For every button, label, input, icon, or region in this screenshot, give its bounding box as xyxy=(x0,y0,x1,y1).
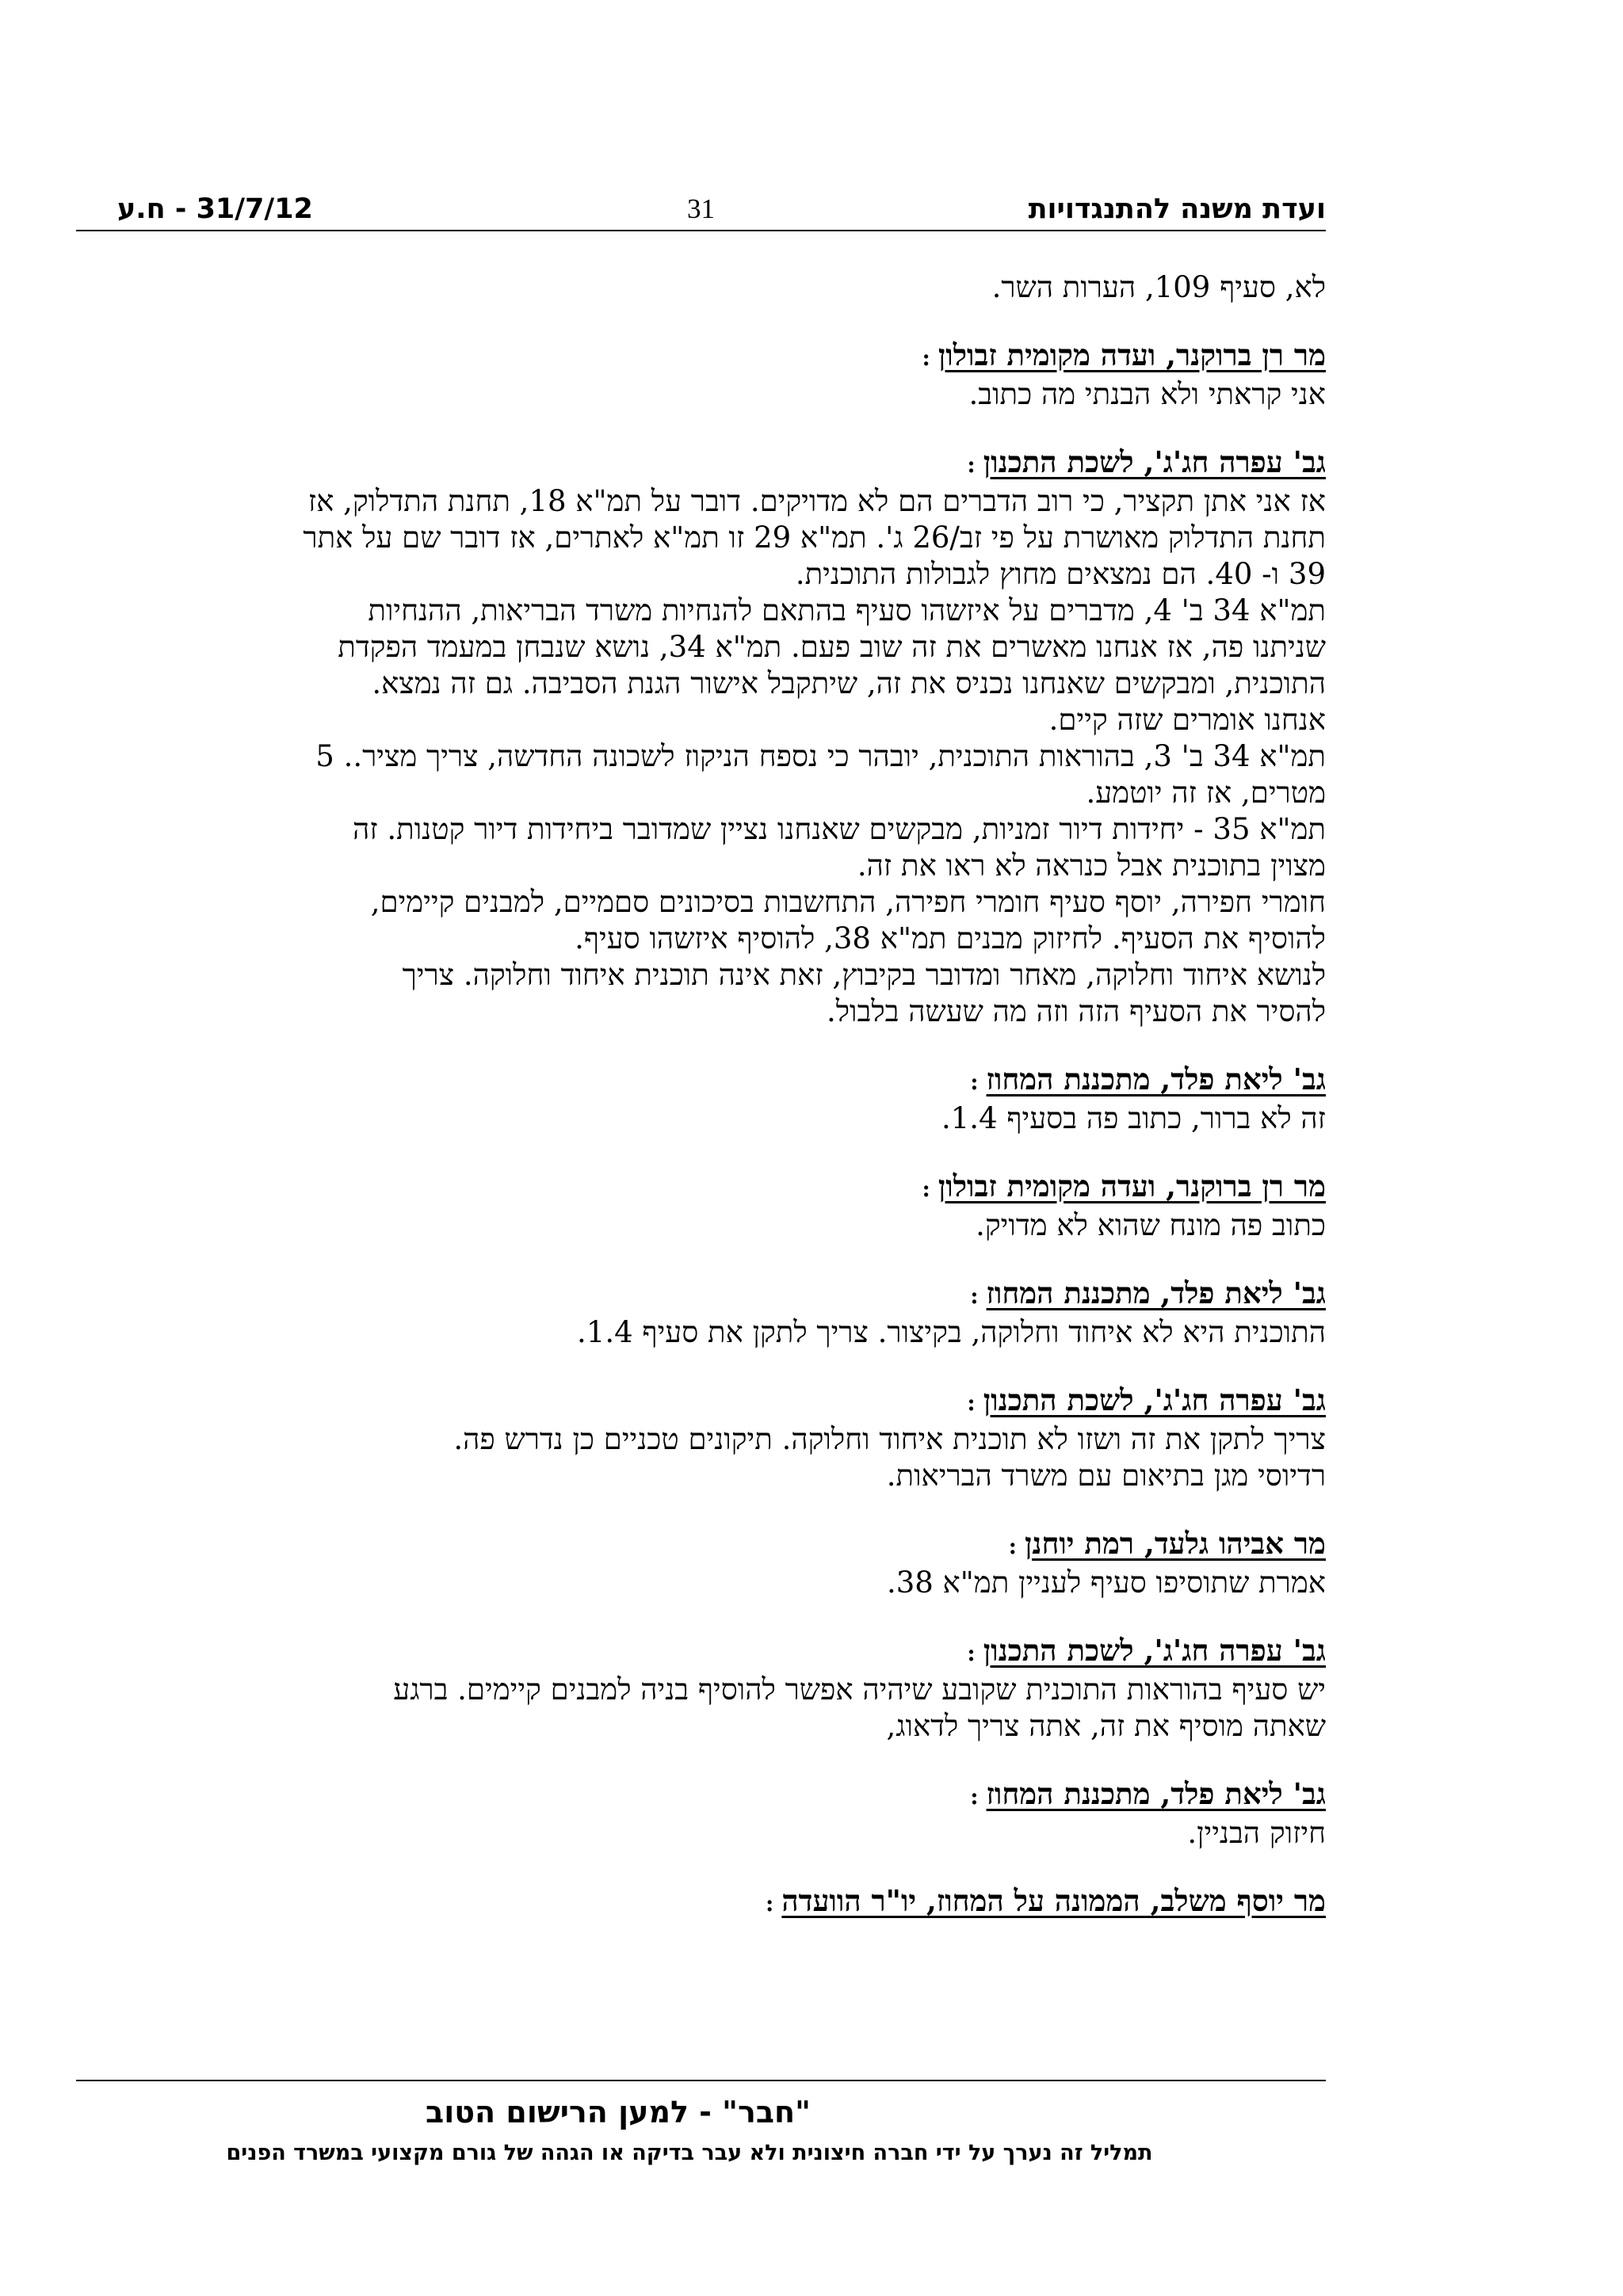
speaker-name: גב' עפרה חג'ג', לשכת התכנון xyxy=(983,444,1326,479)
committee-name: ועדת משנה להתנגדויות xyxy=(1028,193,1326,225)
transcript-block xyxy=(76,337,1326,413)
transcript-block xyxy=(76,269,1326,306)
speaker-colon: : xyxy=(1008,1533,1017,1559)
page-header xyxy=(76,190,1326,231)
speech-line: אז אני אתן תקציר, כי רוב הדברים הם לא מדויקים. דובר על תמ"א 18, תחנת התדלוק, אז xyxy=(307,484,1326,518)
speech-line: 39 ו- 40. הם נמצאים מחוץ לגבולות התוכנית. xyxy=(795,557,1326,591)
speaker-line xyxy=(76,1632,1326,1672)
speaker-line xyxy=(76,1382,1326,1421)
speaker-name: גב' ליאת פלד, מתכננת המחוז xyxy=(986,1776,1326,1811)
speaker-name: גב' ליאת פלד, מתכננת המחוז xyxy=(986,1062,1326,1097)
speech-line: אמרת שתוסיפו סעיף לעניין תמ"א 38. xyxy=(886,1566,1326,1600)
transcript-block xyxy=(76,1632,1326,1745)
speaker-line xyxy=(76,1061,1326,1100)
speaker-colon: : xyxy=(766,1890,774,1917)
transcript-block xyxy=(76,444,1326,1030)
speaker-line xyxy=(76,1525,1326,1565)
speech-line: מטרים, אז זה יוטמע. xyxy=(1086,776,1326,810)
transcript-block xyxy=(76,1275,1326,1351)
speaker-name: גב' עפרה חג'ג', לשכת התכנון xyxy=(983,1383,1326,1417)
footer-divider xyxy=(76,2080,1326,2081)
speech-line: שניתנו פה, אז אנחנו מאשרים את זה שוב פעם. תמ"א 34, נושא שנבחן במעמד הפקדת xyxy=(338,630,1326,664)
speaker-colon: : xyxy=(967,1640,976,1666)
speaker-name: גב' ליאת פלד, מתכננת המחוז xyxy=(986,1276,1326,1310)
transcript-block xyxy=(76,1061,1326,1137)
speech-line: חיזוק הבניין. xyxy=(1187,1816,1326,1850)
speaker-colon: : xyxy=(967,452,976,478)
transcript-block xyxy=(76,1882,1326,1922)
speech-line: מצוין בתוכנית אבל כנראה לא ראו את זה. xyxy=(857,849,1326,883)
speaker-line xyxy=(76,1275,1326,1314)
speaker-colon: : xyxy=(967,1390,976,1416)
speech-line: צריך לתקן את זה ושזו לא תוכנית איחוד וחלוקה. תיקונים טכניים כן נדרש פה. xyxy=(453,1422,1326,1456)
speaker-line xyxy=(76,1882,1326,1922)
speaker-name: מר רן ברוקנר, ועדה מקומית זבולון xyxy=(938,338,1326,372)
speaker-line xyxy=(76,337,1326,376)
speech-line: שאתה מוסיף את זה, אתה צריך לדאוג, xyxy=(886,1709,1326,1743)
speech-line: רדיוסי מגן בתיאום עם משרד הבריאות. xyxy=(886,1459,1326,1493)
speech-line: תמ"א 34 ב' 3, בהוראות התוכנית, יובהר כי נספח הניקוז לשכונה החדשה, צריך מציר.. 5 xyxy=(315,739,1326,773)
date-reference: 31/7/12 - ח.ע xyxy=(117,193,313,225)
speech-line: להוסיף את הסעיף. לחיזוק מבנים תמ"א 38, להוסיף איזשהו סעיף. xyxy=(575,921,1326,955)
transcript-block xyxy=(76,1775,1326,1852)
speech-line: התוכנית, ומבקשים שאנחנו נכניס את זה, שיתקבל אישור הגנת הסביבה. גם זה נמצא. xyxy=(372,666,1326,700)
footer-publisher: "חבר" - למען הרישום הטוב xyxy=(426,2095,811,2130)
speech-line: לא, סעיף 109, הערות השר. xyxy=(991,270,1326,304)
speaker-name: מר אביהו גלעד, רמת יוחנן xyxy=(1024,1526,1326,1561)
transcript-block xyxy=(76,1525,1326,1601)
transcript-body xyxy=(76,269,1326,1953)
speech-line: אני קראתי ולא הבנתי מה כתוב. xyxy=(968,377,1326,411)
transcript-block xyxy=(76,1382,1326,1494)
speaker-name: מר יוסף משלב, הממונה על המחוז, יו"ר הוועדה xyxy=(781,1883,1326,1918)
speech-line: כתוב פה מונח שהוא לא מדויק. xyxy=(976,1208,1326,1242)
speech-line: לנושא איחוד וחלוקה, מאחר ומדובר בקיבוץ, זאת אינה תוכנית איחוד וחלוקה. צריך xyxy=(402,958,1326,992)
speech-line: תמ"א 34 ב' 4, מדברים על איזשהו סעיף בהתאם להנחיות משרד הבריאות, ההנחיות xyxy=(368,593,1326,627)
footer-disclaimer: תמליל זה נערך על ידי חברה חיצונית ולא עבר בדיקה או הגהה של גורם מקצועי במשרד הפנים xyxy=(226,2141,1153,2165)
speaker-colon: : xyxy=(922,345,930,371)
speaker-name: מר רן ברוקנר, ועדה מקומית זבולון xyxy=(938,1169,1326,1203)
speaker-colon: : xyxy=(970,1069,979,1095)
speaker-name: גב' עפרה חג'ג', לשכת התכנון xyxy=(983,1633,1326,1668)
page-number: 31 xyxy=(687,193,715,224)
speech-line: אנחנו אומרים שזה קיים. xyxy=(1048,703,1326,737)
transcript-block xyxy=(76,1168,1326,1244)
speaker-line xyxy=(76,1775,1326,1815)
speaker-colon: : xyxy=(922,1176,930,1202)
speech-line: תמ"א 35 - יחידות דיור זמניות, מבקשים שאנחנו נציין שמדובר ביחידות דיור קטנות. זה xyxy=(353,812,1326,846)
speaker-line xyxy=(76,1168,1326,1207)
speech-line: התוכנית היא לא איחוד וחלוקה, בקיצור. צריך לתקן את סעיף 1.4. xyxy=(577,1315,1326,1349)
speech-line: יש סעיף בהוראות התוכנית שקובע שיהיה אפשר להוסיף בניה למבנים קיימים. ברגע xyxy=(393,1672,1326,1707)
speaker-line xyxy=(76,444,1326,483)
speaker-colon: : xyxy=(970,1283,979,1309)
speech-line: חומרי חפירה, יוסף סעיף חומרי חפירה, התחשבות בסיכונים סםמיים, למבנים קיימים, xyxy=(370,885,1326,919)
speech-line: תחנת התדלוק מאושרת על פי זב/26 ג'. תמ"א 29 זו תמ"א לאתרים, אז דובר שם על אתר xyxy=(303,521,1326,555)
speech-line: זה לא ברור, כתוב פה בסעיף 1.4. xyxy=(941,1101,1326,1135)
speech-line: להסיר את הסעיף הזה וזה מה שעשה בלבול. xyxy=(826,994,1326,1028)
speaker-colon: : xyxy=(970,1783,979,1810)
